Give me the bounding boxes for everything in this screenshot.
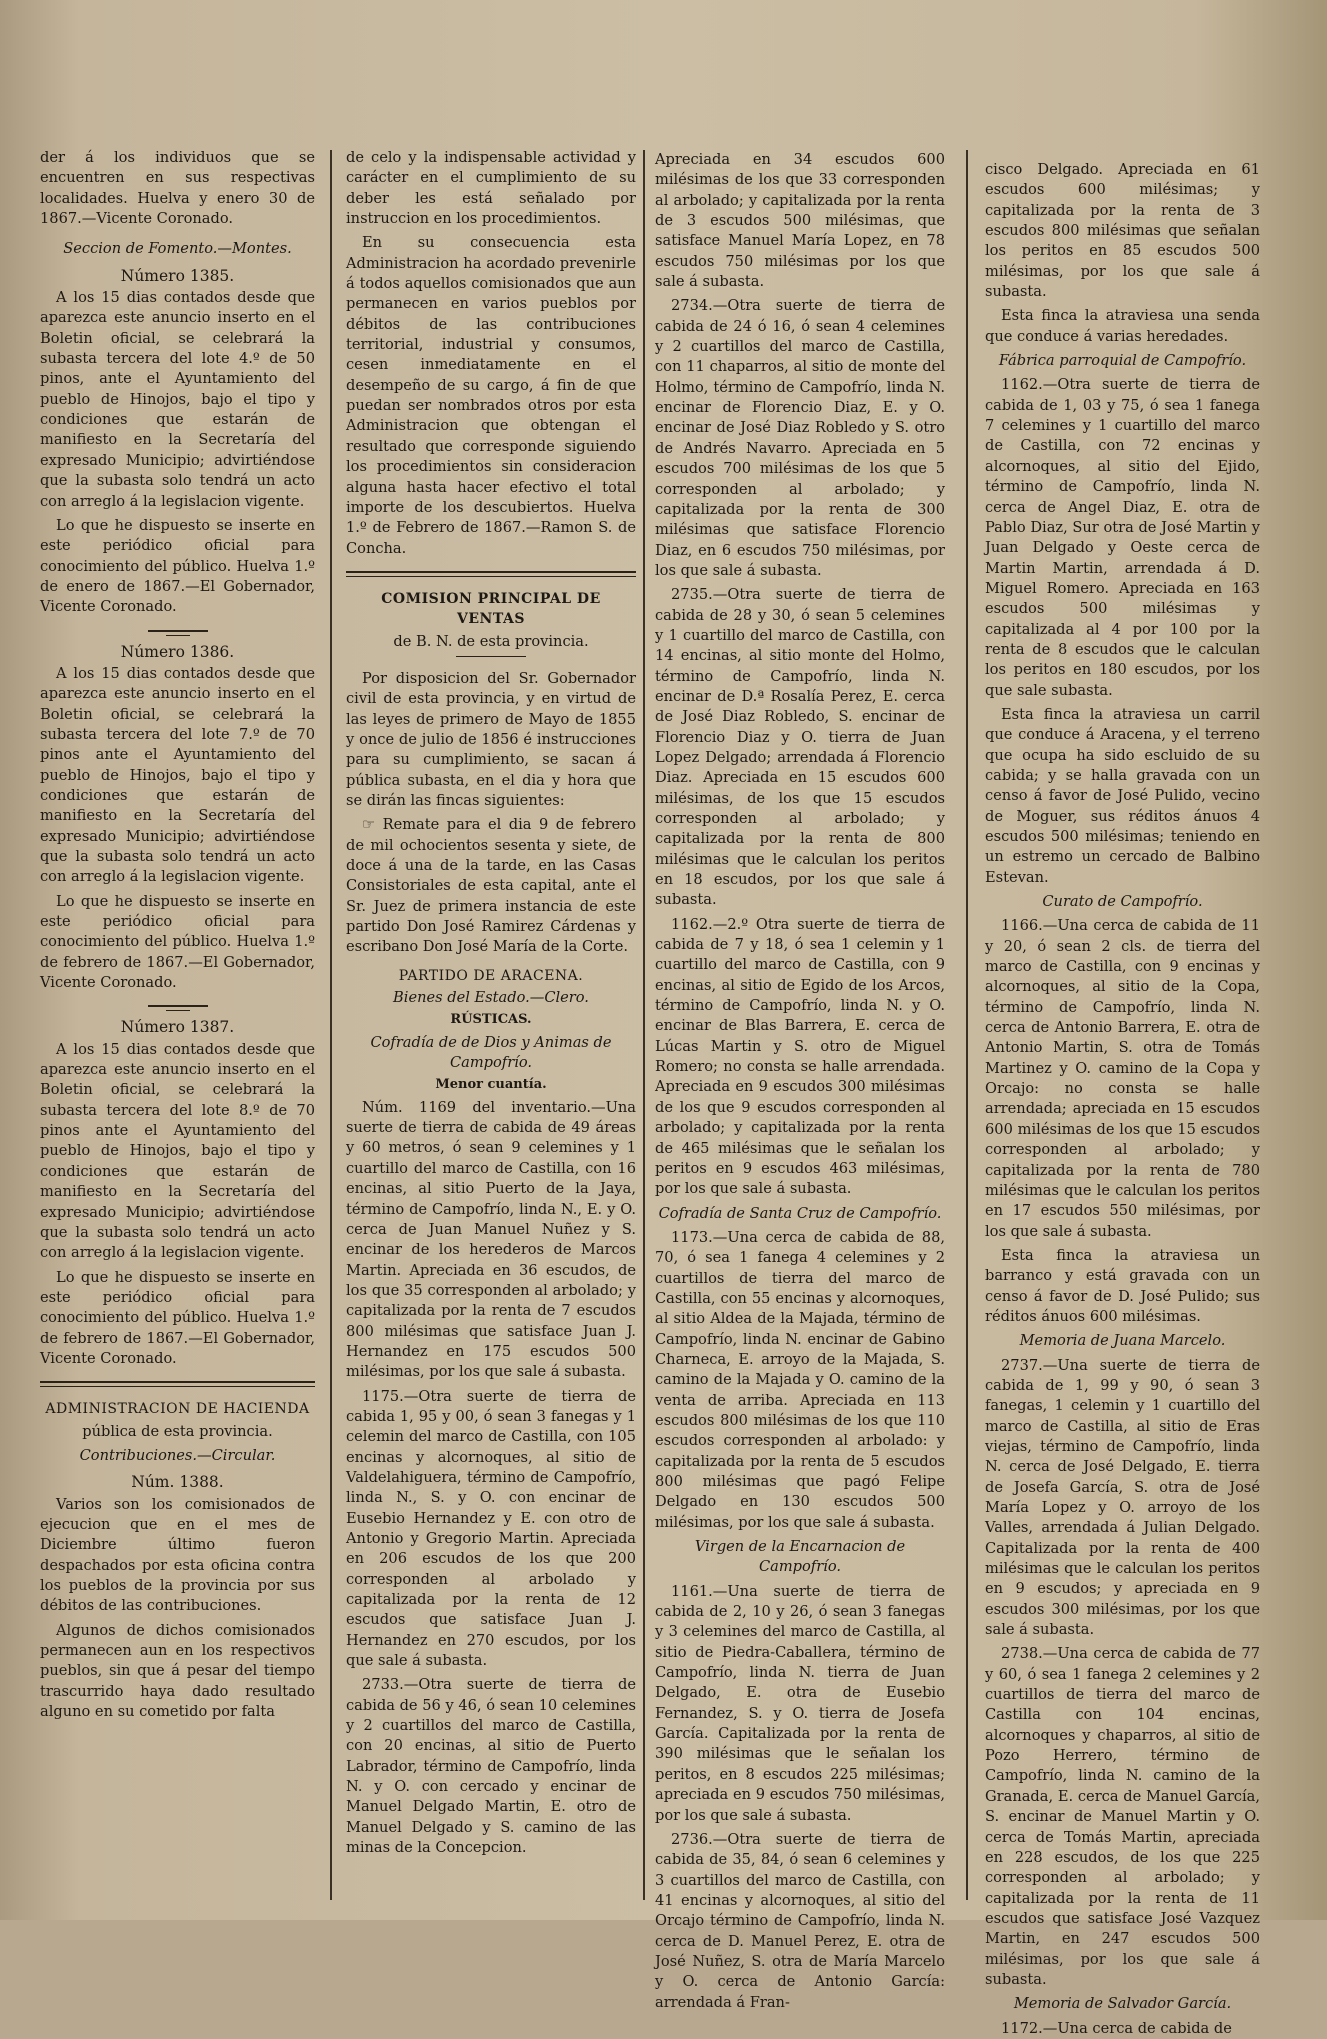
paragraph: 1161.—Una suerte de tierra de cabida de 2, 10 y 26, ó sean 3 fanegas y 3 celemines del marco de Castilla, al sitio de Piedra-Caballera, término de Campofrío, linda N. tierra de Juan Delgado, E. otra de Eusebio Fernandez, S. y O. tierra de Josefa García. Capitalizada por la renta de 390 milésimas que le señalan los peritos, en 8 escudos 225 milésimas; apreciada en 9 escudos 750 milésimas, por los que sale á subasta. — [655, 1582, 945, 1824]
section-heading: RÚSTICAS. — [450, 1012, 532, 1028]
section-heading: Virgen de la Encarnacion de Campofrío. — [694, 1538, 906, 1576]
paragraph: Esta finca la atraviesa un carril que conduce á Aracena, y el terreno que ocupa ha sido escluido de su cabida; y se halla gravada con un censo á favor de José Pulido, vecino de Moguer, sus réditos ánuos 4 escudos 500 milésimas; teniendo en un estremo un cercado de Balbino Estevan. — [985, 705, 1260, 886]
section-heading: Memoria de Juana Marcelo. — [1019, 1332, 1226, 1350]
paragraph: Algunos de dichos comisionados permanecen aun en los respectivos pueblos, sin que á pesar del tiempo trascurrido haya dado resultado alguno en su cometido por falta — [40, 1621, 315, 1721]
paragraph: Varios son los comisionados de ejecucion que en el mes de Diciembre último fueron despachados por esta oficina contra los pueblos de la provincia por sus débitos de las contribuciones. — [40, 1495, 315, 1615]
paragraph: 1162.—Otra suerte de tierra de cabida de 1, 03 y 75, ó sea 1 fanega 7 celemines y 1 cuartillo del marco de Castilla, con 72 encinas y alcornoques, al sitio del Ejido, término de Campofrío, linda N. cerca de Angel Diaz, E. otra de Pablo Diaz, Sur otra de José Martin y Juan Delgado y Oeste cerca de Martin Martin, arrendada á D. Miguel Romero. Apreciada en 163 escudos 500 milésimas y capitalizada al 4 por 100 por la renta de 8 escudos que le calculan los peritos en 180 escudos, por los que sale subasta. — [985, 376, 1260, 699]
paragraph: 1162.—2.º Otra suerte de tierra de cabida de 7 y 18, ó sea 1 celemin y 1 cuartillo del marco de Castilla, con 9 encinas, al sitio de Egido de los Arcos, término de Campofrío, linda N. y O. encinar de Blas Barrera, E. cerca de Lúcas Martin y S. otro de Miguel Romero; no consta se halle arrendada. Apreciada en 9 escudos 300 milésimas de los que 9 escudos corresponden al arbolado; y capitalizada por la renta de 465 milésimas que le señalan los peritos en 9 escudos 463 milésimas, por los que sale á subasta. — [655, 915, 945, 1198]
paragraph: 1173.—Una cerca de cabida de 88, 70, ó sea 1 fanega 4 celemines y 2 cuartillos de tierra del marco de Castilla, con 55 encinas y alcornoques, al sitio Aldea de la Majada, término de Campofrío, linda N. encinar de Gabino Charneca, E. arroyo de la Majada, S. camino de la Majada y O. camino de la venta de arriba. Apreciada en 113 escudos 800 milésimas de los que 110 escudos corresponden al arbolado: y capitalizada por la renta de 5 escudos 800 milésimas que pagó Felipe Delgado en 130 escudos 500 milésimas, por los que sale á subasta. — [655, 1228, 945, 1531]
column-rule — [966, 150, 968, 1900]
paragraph: Esta finca la atraviesa una senda que conduce á varias heredades. — [985, 307, 1260, 345]
section-heading: Cofradía de Santa Cruz de Campofrío. — [658, 1204, 942, 1222]
section-subheading: pública de esta provincia. — [82, 1422, 273, 1440]
column-1 — [40, 148, 315, 1900]
column-3 — [655, 150, 945, 2011]
separator — [40, 1381, 315, 1387]
column-rule — [643, 150, 645, 1900]
paragraph: 2738.—Una cerca de cabida de 77 y 60, ó sea 1 fanega 2 celemines y 2 cuartillos de tierra del marco de Castilla con 104 encinas, alcornoques y chaparros, al sitio de Pozo Herrero, término de Campofrío, linda N. camino de la Granada, E. cerca de Manuel García, S. encinar de Manuel Martin y O. cerca de Tomás Martin, apreciada en 228 escudos, de los que 225 corresponden al arbolado; y capitalizada por la renta de 11 escudos que satisface José Vazquez Martin, en 247 escudos 500 milésimas, por los que sale á subasta. — [985, 1645, 1260, 1988]
section-heading: Curato de Campofrío. — [1042, 893, 1203, 911]
section-heading: Memoria de Salvador García. — [1013, 1995, 1232, 2013]
paragraph: Lo que he dispuesto se inserte en este periódico oficial para conocimiento del público. Huelva 1.º de enero de 1867.—El Gobernador, Vicente Coronado. — [40, 516, 315, 616]
section-heading: Cofradía de de Dios y Animas de Campofrío. — [370, 1033, 612, 1072]
section-heading: COMISION PRINCIPAL DE VENTAS — [381, 590, 601, 628]
paragraph: 2733.—Otra suerte de tierra de cabida de 56 y 46, ó sean 10 celemines y 2 cuartillos del marco de Castilla, con 20 encinas, al sitio de Puerto Labrador, término de Campofrío, linda N. y O. con cercado y encinar de Manuel Delgado Martin, E. otro de Manuel Delgado y S. camino de las minas de la Concepcion. — [346, 1676, 636, 1857]
section-heading: Bienes del Estado.—Clero. — [393, 989, 589, 1007]
paragraph: 2734.—Otra suerte de tierra de cabida de 24 ó 16, ó sean 4 celemines y 2 cuartillos del marco de Castilla, con 11 chaparros, al sitio de monte del Holmo, término de Campofrío, linda N. encinar de Florencio Diaz, E. y O. encinar de José Diaz Robledo y S. otro de Andrés Navarro. Apreciada en 5 escudos 700 milésimas de los que 5 corresponden al arbolado; y capitalizada por la renta de 300 milésimas que satisface Florencio Diaz, en 6 escudos 750 milésimas, por los que sale á subasta. — [655, 297, 945, 579]
section-heading: ADMINISTRACION DE HACIENDA — [45, 1401, 310, 1418]
paragraph: 2735.—Otra suerte de tierra de cabida de 28 y 30, ó sean 5 celemines y 1 cuartillo del marco de Castilla, con 14 encinas, al sitio monte del Holmo, término de Campofrío, linda N. encinar de D.ª Rosalía Perez, E. cerca de José Diaz Robledo, S. encinar de Florencio Diaz y O. tierra de Juan Lopez Delgado; arrendada á Florencio Diaz. Apreciada en 15 escudos 600 milésimas, de los que 15 escudos corresponden al arbolado; y capitalizada por la renta de 800 milésimas que le calculan los peritos en 18 escudos, por los que sale á subasta. — [655, 586, 945, 909]
notice-number: Número 1386. — [120, 642, 235, 661]
paragraph: Lo que he dispuesto se inserte en este periódico oficial para conocimiento del público. Huelva 1.º de febrero de 1867.—El Gobernador, Vicente Coronado. — [40, 892, 315, 992]
paragraph: 2737.—Una suerte de tierra de cabida de 1, 99 y 90, ó sean 3 fanegas, 1 celemin y 1 cuartillo del marco de Castilla, al sitio de Eras viejas, término de Campofrío, linda N. cerca de José Delgado, E. tierra de Josefa García, S. otra de José María Lopez y O. arroyo de los Valles, arrendada á Julian Delgado. Capitalizada por la renta de 400 milésimas que le calculan los peritos en 9 escudos; y apreciada en 9 escudos 300 milésimas, por los que sale á subasta. — [985, 1356, 1260, 1639]
paragraph: 1175.—Otra suerte de tierra de cabida 1, 95 y 00, ó sean 3 fanegas y 1 celemin del marco de Castilla, con 105 encinas y alcornoques, al sitio de Valdelahiguera, término de Campofrío, linda N., S. y O. con encinar de Eusebio Hernandez y E. con otro de Antonio y Gregorio Martin. Apreciada en 206 escudos de los que 200 corresponden al arbolado y capitalizada por la renta de 12 escudos que satisface Juan J. Hernandez en 270 escudos, por los que sale á subasta. — [346, 1387, 636, 1670]
paragraph: Apreciada en 34 escudos 600 milésimas de los que 33 corresponden al arbolado; y capitalizada por la renta de 3 escudos 500 milésimas, que satisface Manuel María Lopez, en 78 escudos 750 milésimas por los que sale á subasta. — [655, 151, 945, 291]
paragraph: der á los individuos que se encuentren en sus respectivas localidades. Huelva y enero 30 de 1867.—Vicente Coronado. — [40, 149, 315, 228]
separator — [346, 571, 636, 577]
paragraph: A los 15 dias contados desde que aparezca este anuncio inserto en el Boletin oficial, se celebrará la subasta tercera del lote 4.º de 50 pinos, ante el Ayuntamiento del pueblo de Hinojos, bajo el tipo y condiciones que estarán de manifiesto en la Secretaría del expresado Municipio; advirtiéndose que la subasta solo tendrá un acto con arreglo á la legislacion vigente. — [40, 289, 315, 510]
separator — [148, 1005, 208, 1007]
paragraph: cisco Delgado. Apreciada en 61 escudos 600 milésimas; y capitalizada por la renta de 3 escudos 800 milésimas que señalan los peritos en 85 escudos 500 milésimas, por los que sale á subasta. — [985, 161, 1260, 301]
column-4 — [985, 160, 1260, 2037]
paragraph: En su consecuencia esta Administracion ha acordado prevenirle á todos aquellos comisionados que aun permanecen en varios pueblos por débitos de las contribuciones territorial, industrial y consumos, cesen inmediatamente en el desempeño de su cargo, á fin de que puedan ser nombrados otros por esta Administracion que obtengan el resultado que corresponde siguiendo los procedimientos sin consideracion alguna hasta hacer efectivo el total importe de los descubiertos. Huelva 1.º de Febrero de 1867.—Ramon S. de Concha. — [346, 234, 636, 557]
notice-number: Número 1385. — [120, 266, 235, 285]
separator — [148, 630, 208, 632]
paragraph: ☞ Remate para el dia 9 de febrero de mil ochocientos sesenta y siete, de doce á una de la tarde, en las Casas Consistoriales de esta capital, ante el Sr. Juez de primera instancia de este partido Don José Ramirez Cárdenas y escribano Don José María de la Corte. — [346, 816, 636, 956]
paragraph: de celo y la indispensable actividad y carácter en el cumplimiento de su deber les está señalado por instruccion en los procedimientos. — [346, 149, 636, 228]
column-2 — [346, 148, 636, 1900]
section-heading: Fábrica parroquial de Campofrío. — [998, 352, 1247, 370]
section-heading: Menor cuantía. — [435, 1077, 547, 1093]
paragraph: 1166.—Una cerca de cabida de 11 y 20, ó sean 2 cls. de tierra del marco de Castilla, con 9 encinas y alcornoques, al sitio de la Copa, término de Campofrío, linda N. cerca de Antonio Barrera, E. otra de Antonio Martin, S. otra de Tomás Martinez y O. camino de la Copa y Orcajo: no consta se halle arrendada; apreciada en 15 escudos 600 milésimas de los que 15 escudos corresponden al arbolado; y capitalizada por la renta de 780 milésimas que le calculan los peritos en 17 escudos 550 milésimas, por los que sale á subasta. — [985, 917, 1260, 1240]
section-heading: Contribuciones.—Circular. — [79, 1446, 276, 1464]
paragraph: A los 15 dias contados desde que aparezca este anuncio inserto en el Boletin oficial, se celebrará la subasta tercera del lote 7.º de 70 pinos ante el Ayuntamiento del pueblo de Hinojos, bajo el tipo y condiciones que estarán de manifiesto en la Secretaría del expresado Municipio; advirtiéndose que la subasta solo tendrá un acto con arreglo á la legislacion vigente. — [40, 664, 315, 886]
paragraph: Esta finca la atraviesa un barranco y está gravada con un censo á favor de D. José Pulido; sus réditos ánuos 600 milésimas. — [985, 1246, 1260, 1325]
paragraph: A los 15 dias contados desde que aparezca este anuncio inserto en el Boletin oficial, se celebrará la subasta tercera del lote 8.º de 70 pinos ante el Ayuntamiento del pueblo de Hinojos, bajo el tipo y condiciones que estarán de manifiesto en la Secretaría del expresado Municipio; advirtiéndose que la subasta solo tendrá un acto con arreglo á la legislacion vigente. — [40, 1040, 315, 1262]
section-heading: Seccion de Fomento.—Montes. — [63, 240, 292, 258]
notice-number: Número 1387. — [120, 1018, 235, 1037]
column-rule — [330, 150, 332, 1900]
separator — [456, 656, 526, 657]
notice-number: Núm. 1388. — [131, 1473, 224, 1492]
paragraph: Núm. 1169 del inventario.—Una suerte de tierra de cabida de 49 áreas y 60 metros, ó sean 9 celemines y 1 cuartillo del marco de Castilla, con 16 encinas, al sitio Puerto de la Jaya, término de Campofrío, linda N., E. y O. cerca de Juan Manuel Nuñez y S. encinar de los herederos de Marcos Martin. Apreciada en 36 escudos, de los que 35 corresponden al arbolado; y capitalizada por la renta de 7 escudos 800 milésimas que satisface Juan J. Hernandez en 175 escudos 500 milésimas, por los que sale á subasta. — [346, 1098, 636, 1381]
paragraph: Por disposicion del Sr. Gobernador civil de esta provincia, y en virtud de las leyes de primero de Mayo de 1855 y once de julio de 1856 é instrucciones para su cumplimiento, se sacan á pública subasta, en el dia y hora que se dirán las fincas siguientes: — [346, 669, 636, 809]
paragraph: 2736.—Otra suerte de tierra de cabida de 35, 84, ó sean 6 celemines y 3 cuartillos del marco de Castilla, con 41 encinas y alcornoques, al sitio del Orcajo término de Campofrío, linda N. cerca de D. Manuel Perez, E. otra de José Nuñez, S. otra de María Marcelo y O. cerca de Antonio García: arrendada á Fran- — [655, 1830, 945, 2011]
paragraph: 1172.—Una cerca de cabida de — [1001, 2019, 1232, 2037]
paragraph: Lo que he dispuesto se inserte en este periódico oficial para conocimiento del público. Huelva 1.º de febrero de 1867.—El Gobernador, Vicente Coronado. — [40, 1268, 315, 1367]
section-subheading: de B. N. de esta provincia. — [393, 632, 589, 650]
section-heading: PARTIDO DE ARACENA. — [398, 967, 584, 984]
